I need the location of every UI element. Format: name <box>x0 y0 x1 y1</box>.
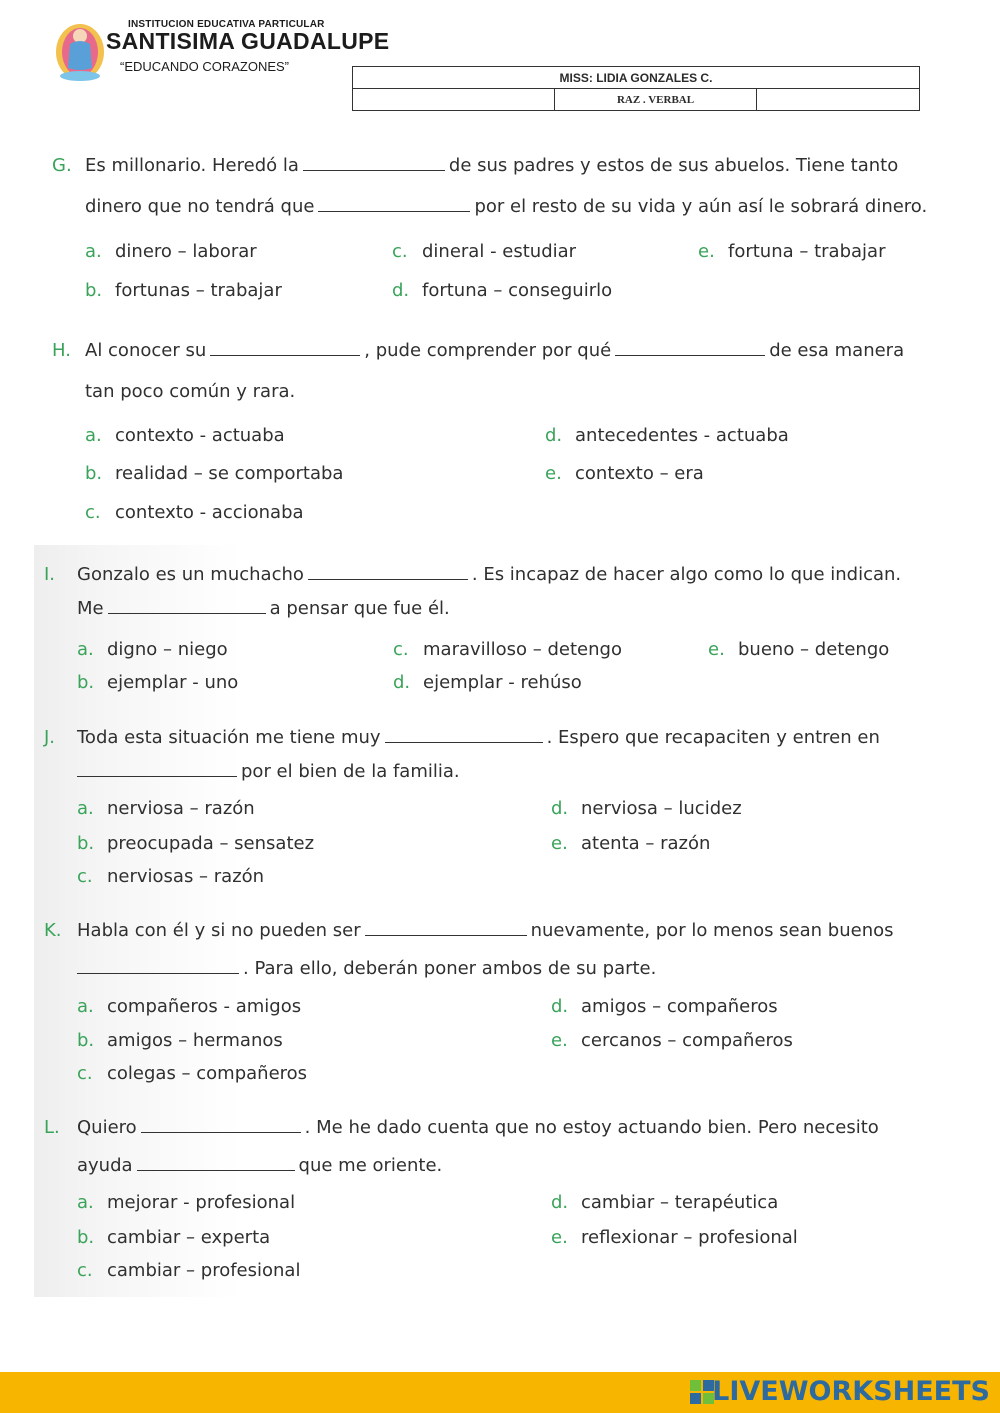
option-item[interactable] <box>77 1063 307 1084</box>
option-item[interactable] <box>77 798 255 819</box>
question-text-line <box>85 196 927 217</box>
option-letter: c. <box>393 639 409 660</box>
question-text: nuevamente, por lo menos sean buenos <box>530 920 894 941</box>
question-text-line <box>77 1155 442 1176</box>
question-text-line <box>85 340 904 361</box>
school-logo <box>50 18 110 82</box>
option-text: reflexionar – profesional <box>581 1227 798 1248</box>
option-text: fortuna – trabajar <box>728 241 886 262</box>
question-text: Habla con él y si no pueden ser <box>77 920 361 941</box>
option-item[interactable] <box>77 1192 295 1213</box>
question-text-line <box>77 958 656 979</box>
option-text: bueno – detengo <box>738 639 890 660</box>
option-letter: e. <box>551 1030 568 1051</box>
option-letter: c. <box>77 866 93 887</box>
answer-blank[interactable] <box>108 612 266 614</box>
school-motto: “EDUCANDO CORAZONES” <box>120 59 290 74</box>
option-item[interactable] <box>551 833 710 854</box>
option-letter: c. <box>77 1063 93 1084</box>
question-text: a pensar que fue él. <box>269 598 450 619</box>
option-letter: c. <box>85 502 101 523</box>
option-item[interactable] <box>85 241 257 262</box>
option-item[interactable] <box>551 1030 793 1051</box>
liveworksheets-brand[interactable]: LIVEWORKSHEETS <box>712 1376 990 1407</box>
question-text: Quiero <box>77 1117 137 1138</box>
option-item[interactable] <box>77 1030 283 1051</box>
option-item[interactable] <box>85 425 285 446</box>
option-item[interactable] <box>85 280 282 301</box>
question-letter: K. <box>44 920 62 941</box>
option-letter: a. <box>77 639 94 660</box>
answer-blank[interactable] <box>303 169 445 171</box>
option-text: ejemplar - rehúso <box>423 672 582 693</box>
option-letter: b. <box>77 833 95 854</box>
option-letter: e. <box>551 833 568 854</box>
header-table <box>352 66 920 111</box>
option-letter: d. <box>393 672 411 693</box>
question-text: que me oriente. <box>298 1155 443 1176</box>
school-name: SANTISIMA GUADALUPE <box>106 28 390 54</box>
question-text: Al conocer su <box>85 340 207 361</box>
option-item[interactable] <box>77 1260 300 1281</box>
option-item[interactable] <box>77 833 314 854</box>
option-text: colegas – compañeros <box>107 1063 308 1084</box>
question-text: Gonzalo es un muchacho <box>77 564 304 585</box>
option-letter: d. <box>551 798 569 819</box>
option-letter: e. <box>545 463 562 484</box>
option-text: nerviosas – razón <box>107 866 265 887</box>
option-text: antecedentes - actuaba <box>575 425 789 446</box>
answer-blank[interactable] <box>365 934 527 936</box>
option-item[interactable] <box>551 1192 778 1213</box>
question-text-line: tan poco común y rara. <box>85 381 296 402</box>
question-text: de esa manera <box>769 340 905 361</box>
question-text: . Espero que recapaciten y entren en <box>546 727 880 748</box>
question-text-line <box>77 727 880 748</box>
option-letter: d. <box>545 425 563 446</box>
option-letter: b. <box>77 1227 95 1248</box>
option-item[interactable] <box>85 463 343 484</box>
option-letter: b. <box>77 1030 95 1051</box>
answer-blank[interactable] <box>77 972 239 974</box>
option-text: nerviosa – razón <box>107 798 255 819</box>
option-item[interactable] <box>698 241 885 262</box>
question-letter: J. <box>44 727 56 748</box>
answer-blank[interactable] <box>308 578 468 580</box>
liveworksheets-logo-icon <box>690 1380 714 1404</box>
option-text: preocupada – sensatez <box>107 833 315 854</box>
footer-bar <box>0 1372 1000 1413</box>
answer-blank[interactable] <box>210 354 360 356</box>
option-letter: a. <box>77 996 94 1017</box>
option-text: ejemplar - uno <box>107 672 239 693</box>
question-text: dinero que no tendrá que <box>85 196 315 217</box>
school-subtitle: INSTITUCION EDUCATIVA PARTICULAR <box>128 19 325 30</box>
option-letter: d. <box>551 1192 569 1213</box>
option-letter: e. <box>698 241 715 262</box>
option-item[interactable] <box>392 280 612 301</box>
option-text: contexto - actuaba <box>115 425 285 446</box>
option-letter: b. <box>85 463 103 484</box>
option-item[interactable] <box>708 639 889 660</box>
option-letter: a. <box>77 1192 94 1213</box>
option-text: cambiar – profesional <box>107 1260 301 1281</box>
option-letter: b. <box>85 280 103 301</box>
question-text: . Es incapaz de hacer algo como lo que indican. <box>471 564 902 585</box>
header-cell-empty-left <box>353 89 555 111</box>
question-text-line <box>77 598 450 619</box>
subject-name: RAZ . VERBAL <box>555 89 757 111</box>
question-text: Es millonario. Heredó la <box>85 155 299 176</box>
option-item[interactable] <box>393 639 622 660</box>
option-text: maravilloso – detengo <box>423 639 622 660</box>
option-text: realidad – se comportaba <box>115 463 344 484</box>
teacher-name: MISS: LIDIA GONZALES C. <box>353 67 920 89</box>
option-item[interactable] <box>551 996 778 1017</box>
option-letter: a. <box>85 425 102 446</box>
option-text: amigos – hermanos <box>107 1030 283 1051</box>
answer-blank[interactable] <box>318 210 470 212</box>
answer-blank[interactable] <box>615 354 765 356</box>
option-letter: e. <box>708 639 725 660</box>
option-letter: b. <box>77 672 95 693</box>
question-text: Me <box>77 598 104 619</box>
question-letter: G. <box>52 155 72 176</box>
option-item[interactable] <box>77 866 264 887</box>
answer-blank[interactable] <box>77 775 237 777</box>
option-text: cambiar – experta <box>107 1227 271 1248</box>
question-text: . Para ello, deberán poner ambos de su parte. <box>243 958 657 979</box>
question-letter: I. <box>44 564 56 585</box>
question-letter: H. <box>52 340 71 361</box>
option-letter: d. <box>551 996 569 1017</box>
option-item[interactable] <box>85 502 304 523</box>
option-item[interactable] <box>551 1227 798 1248</box>
option-text: digno – niego <box>107 639 228 660</box>
option-letter: a. <box>85 241 102 262</box>
option-item[interactable] <box>392 241 576 262</box>
option-text: cercanos – compañeros <box>581 1030 793 1051</box>
option-item[interactable] <box>545 463 704 484</box>
header-cell-empty-right <box>757 89 920 111</box>
question-text-line <box>85 155 898 176</box>
option-text: nerviosa – lucidez <box>581 798 742 819</box>
option-letter: c. <box>392 241 408 262</box>
option-letter: e. <box>551 1227 568 1248</box>
option-text: amigos – compañeros <box>581 996 778 1017</box>
option-text: dineral - estudiar <box>422 241 577 262</box>
option-item[interactable] <box>77 639 228 660</box>
option-text: contexto - accionaba <box>115 502 304 523</box>
option-item[interactable] <box>545 425 789 446</box>
option-item[interactable] <box>77 672 238 693</box>
option-item[interactable] <box>393 672 582 693</box>
option-letter: a. <box>77 798 94 819</box>
option-text: atenta – razón <box>581 833 711 854</box>
question-text: . Me he dado cuenta que no estoy actuando bien. Pero necesito <box>304 1117 879 1138</box>
option-text: fortuna – conseguirlo <box>422 280 613 301</box>
question-text-line <box>77 920 894 941</box>
question-text: por el resto de su vida y aún así le sobrará dinero. <box>474 196 928 217</box>
option-text: cambiar – terapéutica <box>581 1192 779 1213</box>
option-text: compañeros - amigos <box>107 996 302 1017</box>
question-letter: L. <box>44 1117 60 1138</box>
question-text: por el bien de la familia. <box>241 761 460 782</box>
answer-blank[interactable] <box>137 1169 295 1171</box>
question-text: , pude comprender por qué <box>364 340 612 361</box>
question-text-line <box>77 564 901 585</box>
option-letter: d. <box>392 280 410 301</box>
question-text: ayuda <box>77 1155 133 1176</box>
option-text: contexto – era <box>575 463 704 484</box>
question-text-line <box>77 1117 879 1138</box>
answer-blank[interactable] <box>385 741 543 743</box>
question-text: de sus padres y estos de sus abuelos. Tiene tanto <box>448 155 899 176</box>
option-item[interactable] <box>77 996 301 1017</box>
option-item[interactable] <box>77 1227 270 1248</box>
question-text-line <box>77 761 460 782</box>
option-letter: c. <box>77 1260 93 1281</box>
option-text: fortunas – trabajar <box>115 280 282 301</box>
option-text: mejorar - profesional <box>107 1192 296 1213</box>
option-text: dinero – laborar <box>115 241 257 262</box>
answer-blank[interactable] <box>141 1131 301 1133</box>
question-text: Toda esta situación me tiene muy <box>77 727 381 748</box>
option-item[interactable] <box>551 798 742 819</box>
